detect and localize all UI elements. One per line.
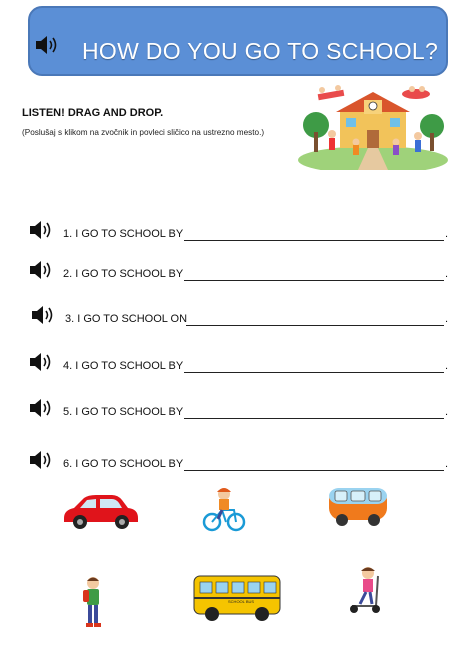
drop-zone[interactable]: [184, 372, 444, 373]
sentence-end: .: [445, 313, 449, 325]
page-title: HOW DO YOU GO TO SCHOOL?: [82, 38, 439, 64]
speaker-icon[interactable]: [28, 219, 54, 241]
scooter-icon[interactable]: [346, 566, 386, 616]
car-icon[interactable]: [60, 490, 140, 530]
speaker-icon[interactable]: [28, 351, 54, 373]
sentence-end: .: [445, 406, 449, 418]
speaker-icon[interactable]: [28, 259, 54, 281]
sentence-end: .: [445, 268, 449, 280]
drop-zone[interactable]: [184, 470, 444, 471]
sentence-row: [0, 219, 474, 249]
school-bus-text: SCHOOL BUS: [228, 599, 255, 604]
sentence-end: .: [445, 228, 449, 240]
sentence-row: [0, 304, 474, 334]
drop-zone[interactable]: [186, 325, 444, 326]
school-bus-icon: [192, 572, 282, 624]
school-bus-picture[interactable]: [192, 572, 282, 624]
sentence-row: [0, 259, 474, 289]
sentence-row: [0, 449, 474, 479]
sentence-label: 5. I GO TO SCHOOL BY: [63, 406, 184, 418]
van-icon[interactable]: [326, 482, 390, 528]
sentence-label: 1. I GO TO SCHOOL BY: [63, 228, 184, 240]
drop-zone[interactable]: [184, 418, 444, 419]
speaker-icon[interactable]: [30, 304, 56, 326]
instruction-heading: LISTEN! DRAG AND DROP.: [22, 107, 164, 119]
bicycle-icon[interactable]: [202, 486, 246, 532]
school-scene-image: [298, 80, 448, 170]
sentence-label: 2. I GO TO SCHOOL BY: [63, 268, 184, 280]
instruction-subtext: (Poslušaj s klikom na zvočnik in povleci sličico na ustrezno mesto.): [22, 128, 265, 137]
speaker-icon[interactable]: [28, 449, 54, 471]
sentence-end: .: [445, 458, 449, 470]
title-banner: [28, 6, 448, 76]
speaker-icon[interactable]: [34, 34, 60, 56]
sentence-row: [0, 351, 474, 381]
drop-zone[interactable]: [184, 280, 444, 281]
sentence-end: .: [445, 360, 449, 372]
speaker-icon[interactable]: [28, 397, 54, 419]
sentence-label: 6. I GO TO SCHOOL BY: [63, 458, 184, 470]
walking-child-icon[interactable]: [80, 576, 106, 630]
sentence-row: [0, 397, 474, 427]
drop-zone[interactable]: [184, 240, 444, 241]
sentence-label: 3. I GO TO SCHOOL ON: [65, 313, 188, 325]
sentence-label: 4. I GO TO SCHOOL BY: [63, 360, 184, 372]
